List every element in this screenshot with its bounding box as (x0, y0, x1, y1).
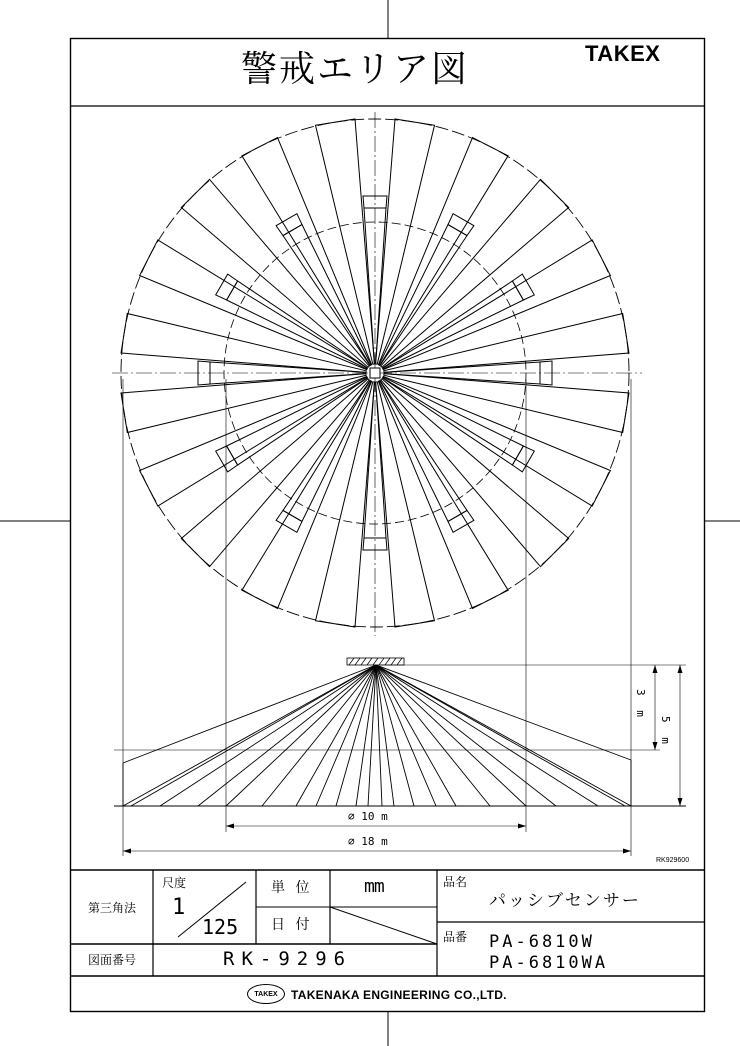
projection-label: 第三角法 (88, 901, 137, 915)
dim-label-5m: 5 m (659, 716, 672, 748)
date-label: 日 付 (271, 917, 313, 933)
product-no-label: 品番 (443, 930, 468, 944)
side-zone-ray (198, 665, 376, 806)
side-zone-ray (226, 665, 376, 806)
side-zone-ray (296, 665, 376, 806)
dim-arrow-5m-bottom (678, 798, 683, 806)
dim-arrow-18m-left (123, 849, 131, 854)
unit-value: mm (364, 876, 384, 897)
scale-numerator: 1 (172, 895, 186, 920)
dim-label-10m: ∅ 10 m (348, 810, 388, 823)
dim-arrow-10m-right (518, 824, 526, 829)
long-zone (181, 179, 369, 367)
side-detection-zones (123, 665, 631, 806)
drawing-frame (71, 39, 705, 1012)
dim-arrow-5m-top (678, 665, 683, 673)
side-zone-envelope (123, 665, 376, 763)
drawing-number: RK-9296 (223, 948, 353, 970)
long-zone (381, 379, 569, 567)
side-zone-ray (376, 665, 414, 806)
scale-label: 尺度 (162, 876, 187, 890)
dim-arrow-3m-bottom (653, 742, 658, 750)
side-view (114, 658, 686, 854)
dim-arrow-18m-right (623, 849, 631, 854)
company-badge: TAKEX (247, 984, 285, 1004)
long-zone (181, 379, 369, 567)
sensor-marker (370, 368, 380, 378)
long-zone (381, 179, 569, 367)
dim-label-18m: ∅ 18 m (348, 835, 388, 848)
drawing-no-label: 図面番号 (88, 953, 137, 967)
dim-label-3m: 3 m (634, 689, 647, 721)
company-name: TAKENAKA ENGINEERING CO.,LTD. (291, 988, 507, 1002)
product-number-1: PA-6810W (489, 932, 595, 952)
page-title: 警戒エリア図 (240, 49, 469, 90)
side-zone-ray (160, 665, 376, 806)
drawing-ref-code: RK929600 (656, 857, 690, 864)
side-zone-ray (376, 665, 456, 806)
side-zone-ray (123, 665, 376, 806)
side-zone-ray (376, 665, 556, 806)
dim-arrow-10m-left (226, 824, 234, 829)
scale-denominator: 125 (202, 915, 239, 939)
product-name: パッシブセンサー (489, 891, 641, 911)
side-zone-ray (336, 665, 376, 806)
side-zone-ray (131, 665, 376, 806)
product-name-label: 品名 (443, 875, 468, 889)
plan-view (112, 112, 642, 856)
brand-logo: TAKEX (585, 41, 661, 66)
side-zone-ray (316, 665, 376, 806)
date-field-slash (330, 907, 437, 944)
side-zone-ray (368, 665, 376, 806)
product-number-2: PA-6810WA (489, 953, 609, 973)
unit-label: 単 位 (271, 880, 313, 896)
dim-arrow-3m-top (653, 665, 658, 673)
